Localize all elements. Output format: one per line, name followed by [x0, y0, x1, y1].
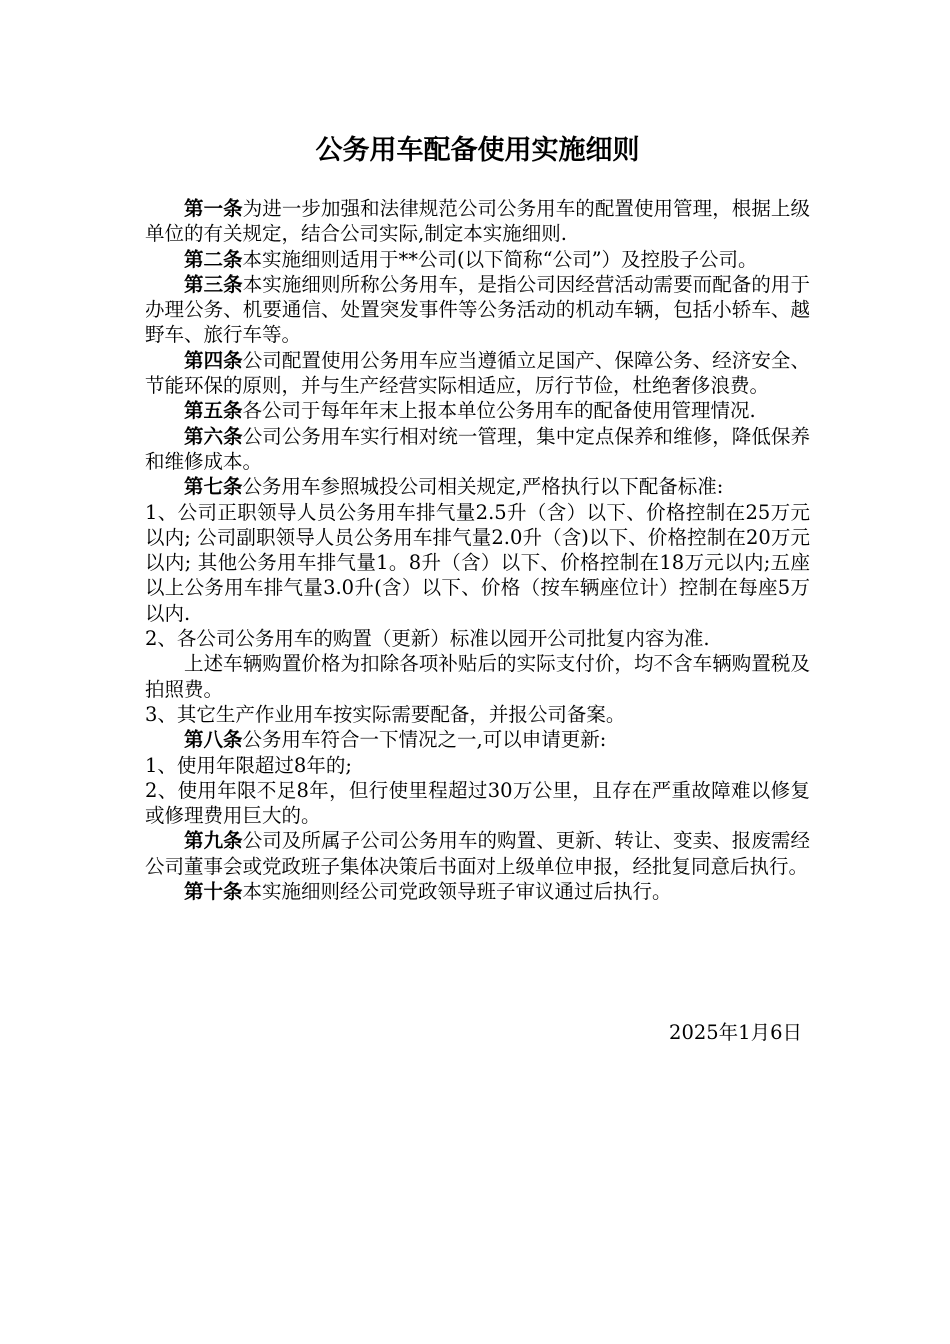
article-label: 第一条 [184, 197, 243, 220]
document-title: 公务用车配备使用实施细则 [315, 135, 640, 166]
article-7-note: 上述车辆购置价格为扣除各项补贴后的实际支付价，均不含车辆购置税及拍照费。 [145, 652, 810, 701]
article-text: 本实施细则所称公务用车，是指公司因经营活动需要而配备的用于办理公务、机要通信、处置突发事件等公务活动的机动车辆，包括小轿车、越野车、旅行车等。 [145, 272, 810, 347]
article-7-item-1: 1、公司正职领导人员公务用车排气量2.5升（含）以下、价格控制在25万元以内; 公司副职领导人员公务用车排气量2.0升（含)以下、价格控制在20万元以内; 其他公务用车排气量1。8升（含）以下、价格控制在18万元以内;五座以上公务用车排气量3.0升(含）以下、价格（按车辆座位计）控制在每座5万以内. [145, 500, 810, 625]
article-8 [145, 727, 810, 752]
article-label: 第三条 [184, 272, 243, 296]
article-7-item-3: 3、其它生产作业用车按实际需要配备，并报公司备案。 [145, 702, 626, 726]
article-text: 本实施细则经公司党政领导班子审议通过后执行。 [242, 880, 672, 904]
article-label: 第六条 [184, 424, 243, 448]
article-text: 公司公务用车实行相对统一管理，集中定点保养和维修，降低保养和维修成本。 [145, 424, 810, 473]
article-7-item-2: 2、各公司公务用车的购置（更新）标准以园开公司批复内容为准. [145, 627, 710, 651]
article-8-item-1: 1、使用年限超过8年的; [145, 753, 352, 777]
article-8-item-2: 2、使用年限不足8年，但行使里程超过30万公里，且存在严重故障难以修复或修理费用巨大的。 [145, 778, 810, 828]
article-label: 第四条 [184, 348, 243, 372]
article-6 [145, 424, 810, 475]
article-text: 公司配置使用公务用车应当遵循立足国产、保障公务、经济安全、节能环保的原则，并与生产经营实际相适应，厉行节俭，杜绝奢侈浪费。 [145, 348, 810, 398]
article-text: 各公司于每年年末上报本单位公务用车的配备使用管理情况. [242, 399, 756, 423]
document-date: 2025年1月6日 [669, 1021, 802, 1044]
article-text: 公司及所属子公司公务用车的购置、更新、转让、变卖、报废需经公司董事会或党政班子集体决策后书面对上级单位申报，经批复同意后执行。 [145, 829, 810, 878]
article-text: 为进一步加强和法律规范公司公务用车的配置使用管理，根据上级单位的有关规定，结合公司实际,制定本实施细则. [145, 197, 810, 246]
article-label: 第九条 [184, 829, 243, 853]
article-5 [145, 398, 810, 423]
article-text: 公务用车参照城投公司相关规定,严格执行以下配备标准: [242, 475, 724, 499]
article-label: 第五条 [184, 399, 243, 423]
document-body [145, 196, 810, 904]
article-7 [145, 474, 810, 499]
article-1 [145, 196, 810, 247]
article-label: 第八条 [184, 728, 243, 752]
article-label: 第七条 [184, 475, 243, 499]
article-10 [145, 879, 810, 904]
article-label: 第二条 [184, 247, 243, 271]
article-3 [145, 272, 810, 348]
article-label: 第十条 [184, 880, 243, 904]
article-text: 本实施细则适用于**公司(以下简称“公司”）及控股子公司。 [242, 247, 758, 271]
article-2 [145, 247, 810, 272]
article-9 [145, 828, 810, 879]
article-4 [145, 348, 810, 399]
article-text: 公务用车符合一下情况之一,可以申请更新: [242, 728, 607, 752]
